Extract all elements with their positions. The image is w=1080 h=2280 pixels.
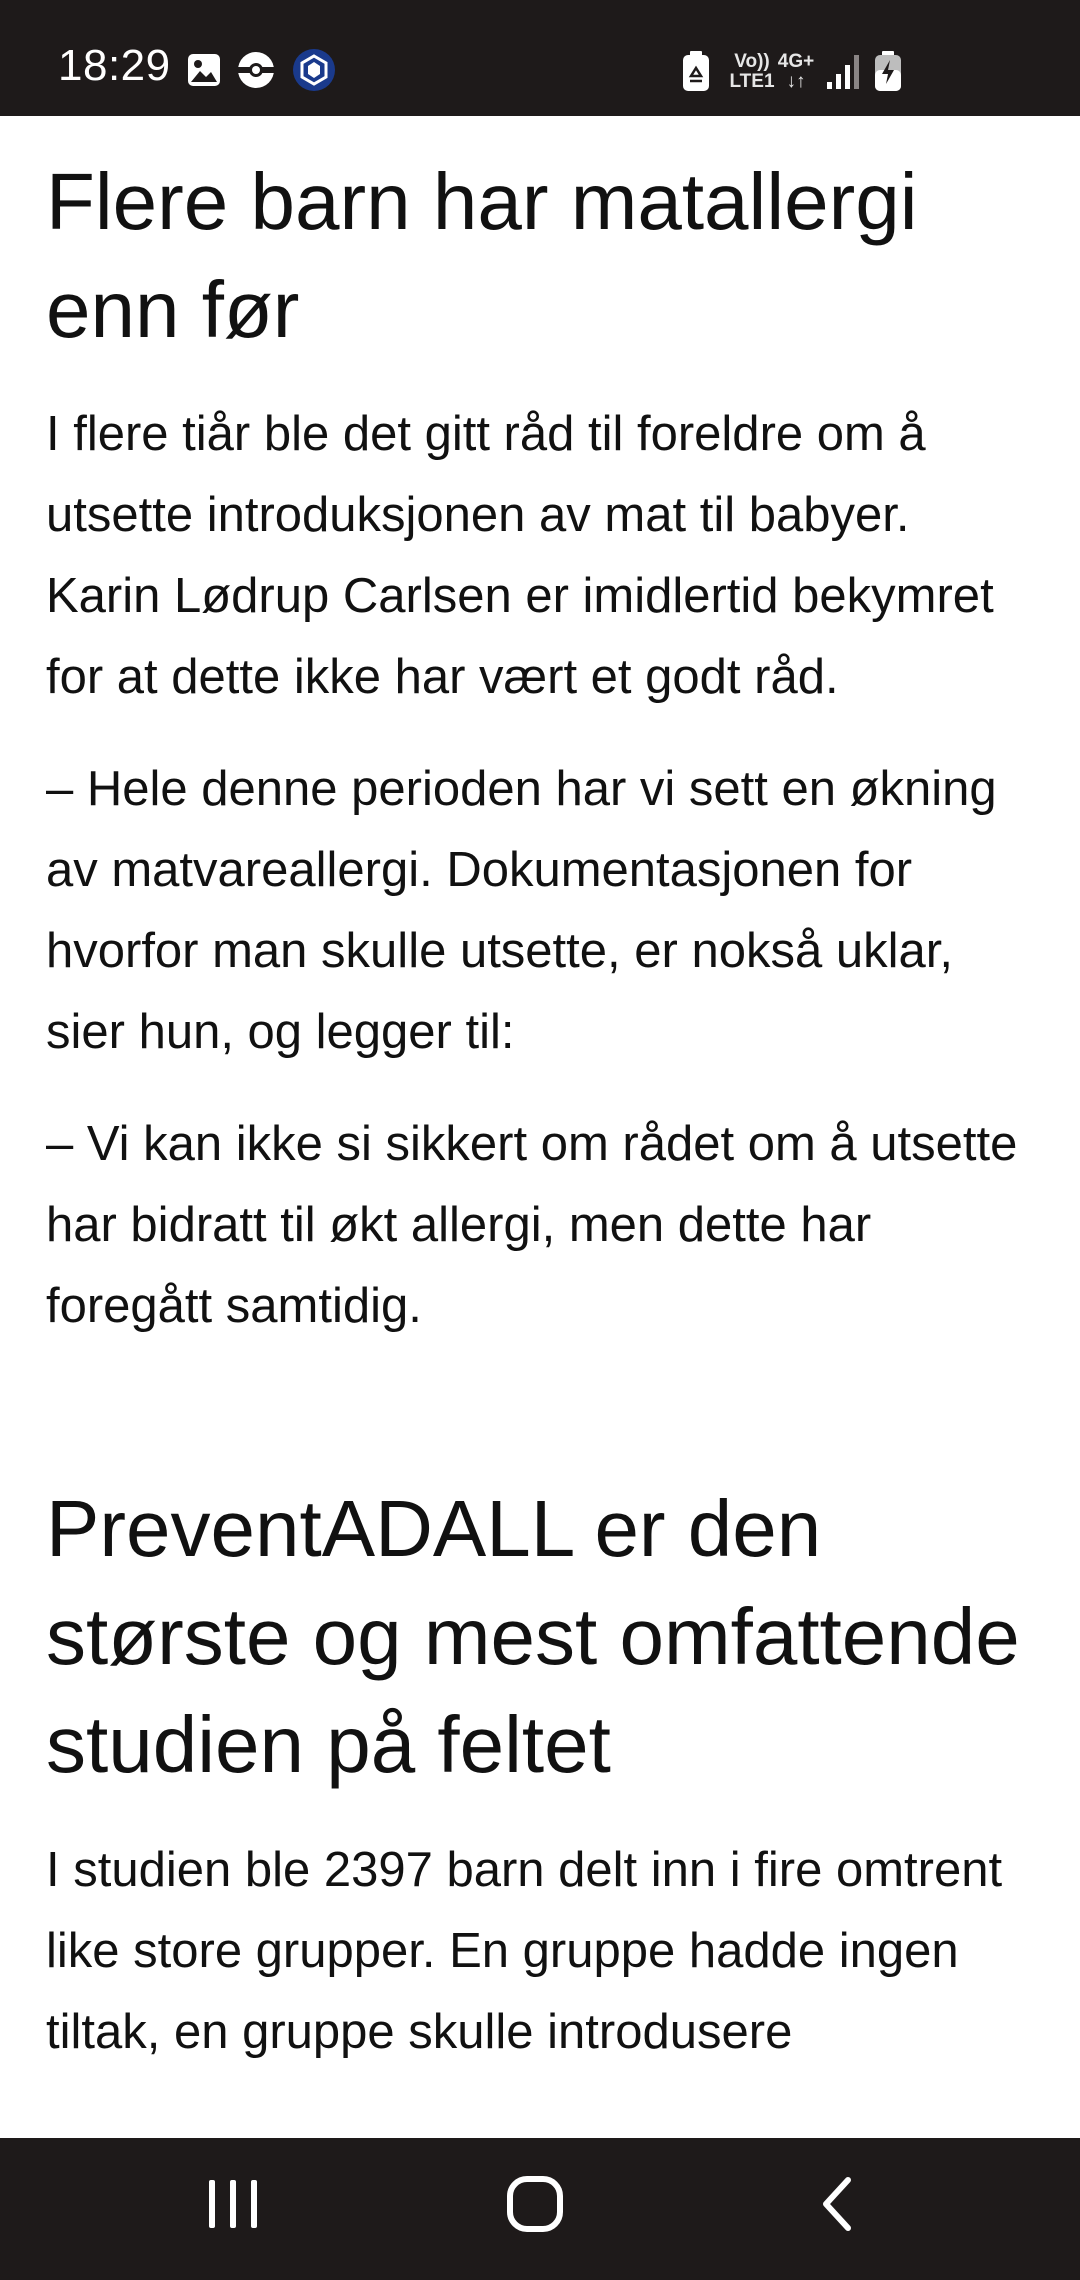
recent-apps-icon xyxy=(206,2174,260,2234)
article-paragraph: – Hele denne perioden har vi sett en økning av matvareallergi. Dokumentasjonen for hvorfor man skulle utsette, er nokså uklar, sier hun, og legger til: xyxy=(46,762,997,1059)
battery-charging-icon xyxy=(874,50,902,94)
battery-saver-icon xyxy=(682,50,710,94)
data-activity-icon: ↓↑ xyxy=(786,71,806,92)
network-generation-label xyxy=(776,52,816,92)
pokeball-icon xyxy=(236,50,276,94)
home-button[interactable] xyxy=(490,2174,580,2244)
volte-top: Vo)) xyxy=(734,51,770,72)
navigation-bar xyxy=(0,2138,1080,2280)
gallery-icon xyxy=(186,52,222,96)
back-button[interactable] xyxy=(794,2174,884,2244)
back-icon xyxy=(814,2174,864,2234)
status-time: 18:29 xyxy=(58,41,171,90)
network-generation: 4G+ xyxy=(777,51,815,72)
article-heading: Flere barn har matallergi enn før xyxy=(46,157,918,354)
section-heading: PreventADALL er den største og mest omfattende studien på feltet xyxy=(46,1484,1020,1789)
status-bar xyxy=(0,0,1080,116)
article-paragraph: – Vi kan ikke si sikkert om rådet om å utsette har bidratt til økt allergi, men dette har foregått samtidig. xyxy=(46,1117,1018,1333)
volte-bottom: LTE1 xyxy=(729,71,775,92)
volte-label xyxy=(726,52,778,92)
article-content xyxy=(46,116,1036,2073)
crypto-icon xyxy=(292,48,336,92)
home-icon xyxy=(505,2174,565,2234)
recent-apps-button[interactable] xyxy=(188,2174,278,2244)
article-paragraph: I flere tiår ble det gitt råd til foreldre om å utsette introduksjonen av mat til babyer. Karin Lødrup Carlsen er imidlertid bekymret for at dette ikke har vært et godt råd. xyxy=(46,407,994,704)
signal-icon xyxy=(826,52,860,96)
article-paragraph: I studien ble 2397 barn delt inn i fire omtrent like store grupper. En gruppe hadde ingen tiltak, en gruppe skulle introdusere xyxy=(46,1843,1003,2059)
